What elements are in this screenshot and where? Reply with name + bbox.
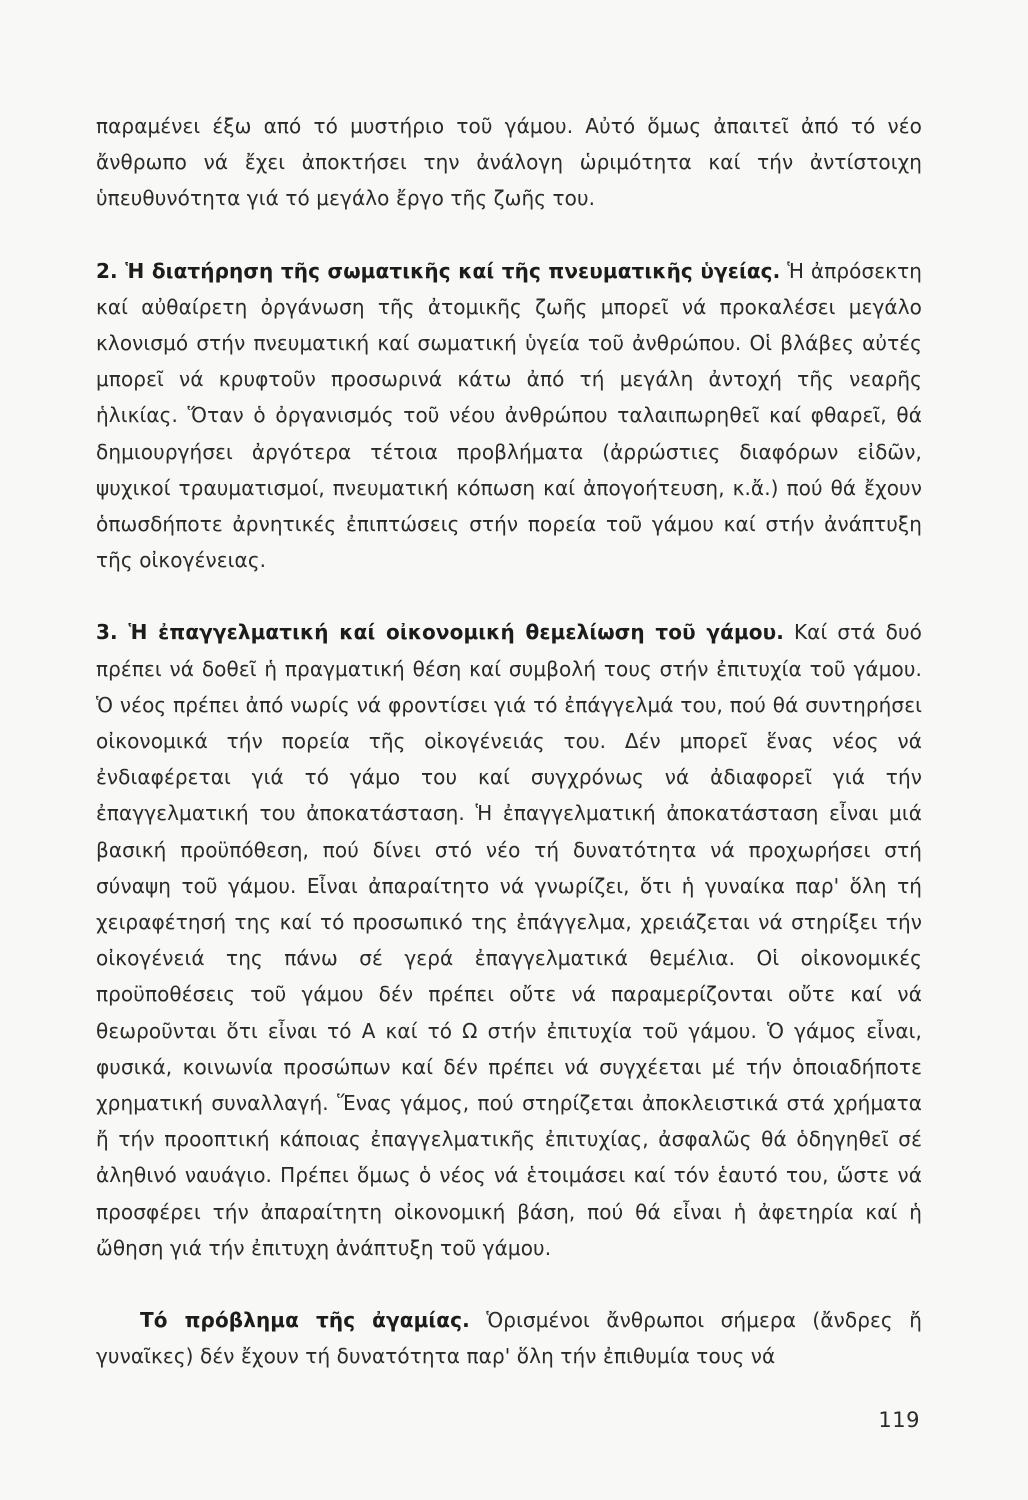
intro-text: παραμένει έξω από τό μυστήριο τοῦ γάμου. Αὐτό ὅμως ἀπαιτεῖ ἀπό τό νέο ἄνθρωπο νά ἔχει ἀποκτήσει την ἀνάλογη ὡριμότητα καί τήν ἀντίστοιχη ὑπευθυνότητα γιά τό μεγάλο ἔργο τῆς ζωῆς του. xyxy=(96,114,922,211)
page-body xyxy=(96,108,922,1375)
section-2-body: Ἡ ἀπρόσεκτη καί αὐθαίρετη ὀργάνωση τῆς ἀτομικῆς ζωῆς μπορεῖ νά προκαλέσει μεγάλο κλονισμό στήν πνευματική καί σωματική ὑγεία τοῦ ἀνθρώπου. Οἱ βλάβες αὐτές μπορεῖ νά κρυφτοῦν προσωρινά κάτω ἀπό τή μεγάλη ἀντοχή τῆς νεαρῆς ἡλικίας. Ὅταν ὁ ὀργανισμός τοῦ νέου ἀνθρώπου ταλαιπωρηθεῖ καί φθαρεῖ, θά δημιουργήσει ἀργότερα τέτοια προβλήματα (ἀρρώστιες διαφόρων εἰδῶν, ψυχικοί τραυματισμοί, πνευματική κόπωση καί ἀπογοήτευση, κ.ἄ.) πού θά ἔχουν ὁπωσδήποτε ἀρνητικές ἐπιπτώσεις στήν πορεία τοῦ γάμου καί στήν ἀνάπτυξη τῆς οἰκογένειας. xyxy=(96,258,922,573)
celibacy-heading: Τό πρόβλημα τῆς ἀγαμίας. xyxy=(140,1308,470,1333)
celibacy-paragraph xyxy=(96,1302,922,1374)
section-3-body: Καί στά δυό πρέπει νά δοθεῖ ἡ πραγματική θέση καί συμβολή τους στήν ἐπιτυχία τοῦ γάμου. Ὁ νέος πρέπει ἀπό νωρίς νά φροντίσει γιά τό ἐπάγγελμά του, πού θά συντηρήσει οἰκονομικά τήν πορεία τῆς οἰκογένειάς του. Δέν μπορεῖ ἕνας νέος νά ἐνδιαφέρεται γιά τό γάμο του καί συγχρόνως νά ἀδιαφορεῖ γιά τήν ἐπαγγελματική του ἀποκατάσταση. Ἡ ἐπαγγελματική ἀποκατάσταση εἶναι μιά βασική προϋπόθεση, πού δίνει στό νέο τή δυνατότητα νά προχωρήσει στή σύναψη τοῦ γάμου. Εἶναι ἀπαραίτητο νά γνωρίζει, ὅτι ἡ γυναίκα παρ' ὅλη τή χειραφέτησή της καί τό προσωπικό της ἐπάγγελμα, χρειάζεται νά στηρίξει τήν οἰκογένειά της πάνω σέ γερά ἐπαγγελματικά θεμέλια. Οἱ οἰκονομικές προϋποθέσεις τοῦ γάμου δέν πρέπει οὔτε νά παραμερίζονται οὔτε καί νά θεωροῦνται ὅτι εἶναι τό Α καί τό Ω στήν ἐπιτυχία τοῦ γάμου. Ὁ γάμος εἶναι, φυσικά, κοινωνία προσώπων καί δέν πρέπει νά συγχέεται μέ τήν ὁποιαδήποτε χρηματική συναλλαγή. Ἕνας γάμος, πού στηρίζεται ἀποκλειστικά στά χρήματα ἤ τήν προοπτική κάποιας ἐπαγγελματικῆς ἐπιτυχίας, ἀσφαλῶς θά ὁδηγηθεῖ σέ ἀληθινό ναυάγιο. Πρέπει ὅμως ὁ νέος νά ἑτοιμάσει καί τόν ἑαυτό του, ὥστε νά προσφέρει τήν ἀπαραίτητη οἰκονομική βάση, πού θά εἶναι ἡ ἀφετηρία καί ἡ ὤθηση γιά τήν ἐπιτυχη ἀνάπτυξη τοῦ γάμου. xyxy=(96,620,922,1260)
section-3-heading: 3. Ἡ ἐπαγγελματική καί οἰκονομική θεμελίωση τοῦ γάμου. xyxy=(96,620,784,645)
intro-paragraph xyxy=(96,108,922,217)
section-3-paragraph xyxy=(96,614,922,1266)
page-number: 119 xyxy=(878,1408,920,1432)
section-2-paragraph xyxy=(96,253,922,579)
celibacy-body: Ὁρισμένοι ἄνθρωποι σήμερα (ἄνδρες ἤ γυναῖκες) δέν ἔχουν τή δυνατότητα παρ' ὅλη τήν ἐπιθυμία τους νά xyxy=(96,1308,922,1369)
section-2-heading: 2. Ἡ διατήρηση τῆς σωματικῆς καί τῆς πνευματικῆς ὑγείας. xyxy=(96,258,781,283)
